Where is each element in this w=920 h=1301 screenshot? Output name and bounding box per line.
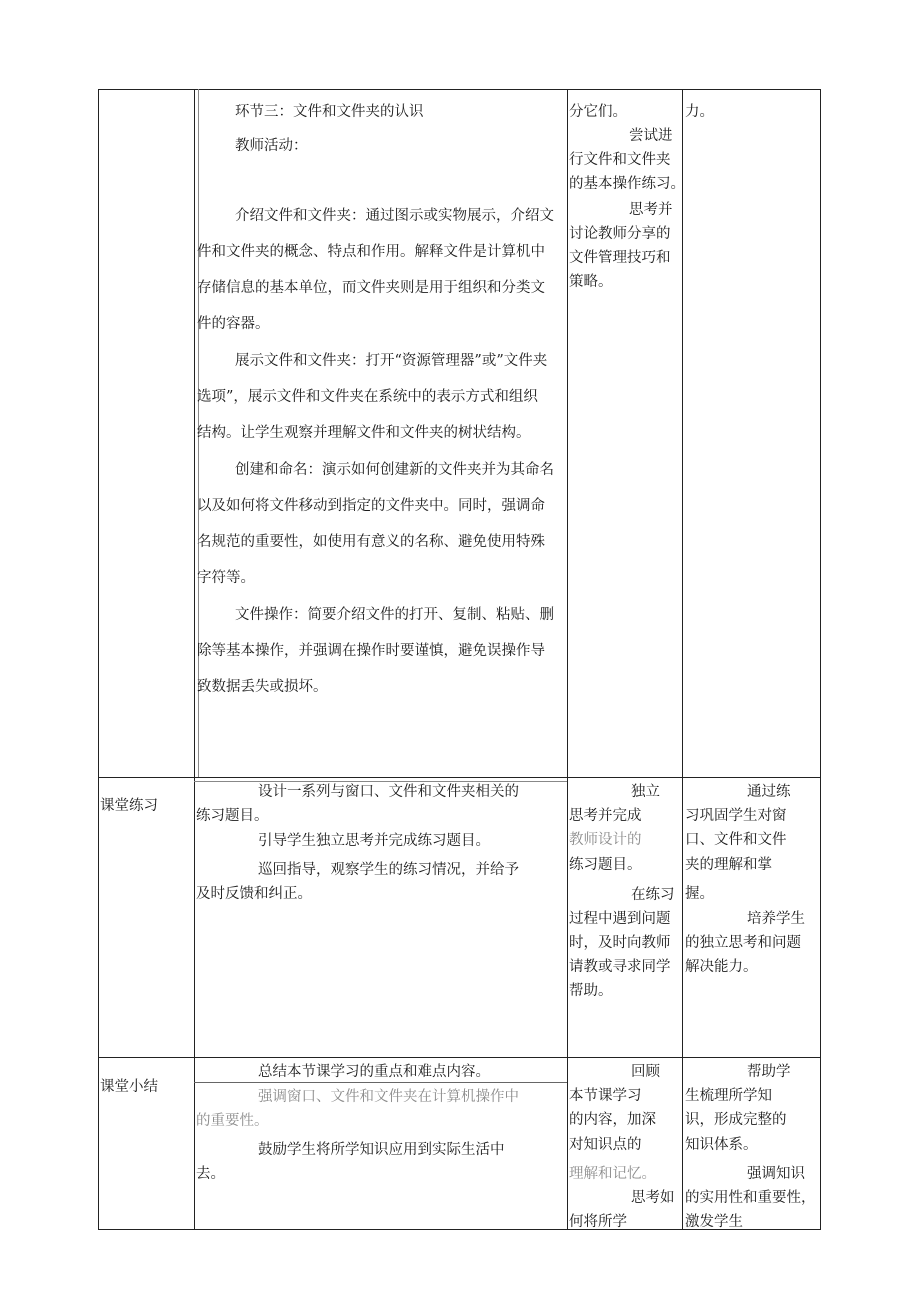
student-line: 教师设计的	[569, 832, 642, 848]
row3-label-cell	[100, 1075, 158, 1096]
student-line: 本节课学习	[569, 1088, 642, 1104]
content-line: 及时反馈和纠正。	[196, 886, 312, 902]
intent-line: 解决能力。	[685, 959, 758, 975]
row2-label-cell	[100, 794, 158, 815]
student-line: 练习题目。	[569, 857, 642, 873]
table-border-left	[98, 89, 99, 1230]
student-line: 思考并	[629, 202, 673, 218]
content-line: 鼓励学生将所学知识应用到实际生活中	[258, 1142, 505, 1158]
intent-line: 通过练	[747, 784, 791, 800]
intent-line: 识，形成完整的	[685, 1112, 787, 1128]
para2-line1: 展示文件和文件夹：打开“资源管理器”或”文件夹	[235, 353, 548, 369]
intent-line: 生梳理所学知	[685, 1088, 772, 1104]
content-line: 的重要性。	[196, 1113, 269, 1129]
section-heading: 环节三：文件和文件夹的认识	[235, 104, 424, 120]
intent-line: 握。	[685, 886, 714, 902]
content-line: 引导学生独立思考并完成练习题目。	[258, 833, 490, 849]
student-line: 请教或寻求同学	[569, 959, 671, 975]
teacher-activity-label: 教师活动：	[235, 138, 308, 154]
para2-line2: 选项”，展示文件和文件夹在系统中的表示方式和组织	[197, 389, 538, 405]
student-line: 对知识点的	[569, 1137, 642, 1153]
content-line: 去。	[196, 1166, 225, 1182]
para1-line1: 介绍文件和文件夹：通过图示或实物展示，介绍文	[235, 208, 554, 224]
para3-line4: 字符等。	[197, 570, 255, 586]
student-line: 过程中遇到问题	[569, 911, 671, 927]
intent-line: 激发学生	[685, 1214, 743, 1230]
para3-line3: 名规范的重要性，如使用有意义的名称、避免使用特殊	[197, 534, 545, 550]
para4-line2: 除等基本操作，并强调在操作时要谨慎，避免误操作导	[197, 643, 545, 659]
student-line: 思考如	[631, 1190, 675, 1206]
student-line: 的基本操作练习。	[569, 176, 685, 192]
para1-line2: 件和文件夹的概念、特点和作用。解释文件是计算机中	[197, 244, 545, 260]
row-label-practice: 课堂练习	[100, 798, 158, 814]
intent-line: 的实用性和重要性，	[685, 1190, 816, 1206]
intent-line: 帮助学	[747, 1064, 791, 1080]
row-divider-1	[98, 777, 821, 778]
student-line: 思考并完成	[569, 808, 642, 824]
intent-line: 夹的理解和掌	[685, 857, 772, 873]
student-line: 分它们。	[569, 104, 627, 120]
student-line: 理解和记忆。	[569, 1166, 656, 1182]
content-line: 强调窗口、文件和文件夹在计算机操作中	[258, 1089, 519, 1105]
content-line: 巡回指导，观察学生的练习情况，并给予	[258, 862, 519, 878]
student-line: 尝试进	[629, 128, 673, 144]
table-border-right	[820, 89, 821, 1230]
table-col-divider-1	[194, 89, 195, 1230]
row-divider-2	[98, 1057, 821, 1058]
student-line: 独立	[631, 784, 660, 800]
intent-line: 知识体系。	[685, 1137, 758, 1153]
student-line: 回顾	[631, 1064, 660, 1080]
content-line: 设计一系列与窗口、文件和文件夹相关的	[258, 784, 519, 800]
para3-line2: 以及如何将文件移动到指定的文件夹中。同时，强调命	[197, 498, 545, 514]
row-label-summary: 课堂小结	[100, 1079, 158, 1095]
student-line: 在练习	[631, 887, 675, 903]
student-line: 时，及时向教师	[569, 935, 671, 951]
intent-line: 习巩固学生对窗	[685, 808, 787, 824]
para2-line3: 结构。让学生观察并理解文件和文件夹的树状结构。	[197, 425, 531, 441]
student-line: 何将所学	[569, 1214, 627, 1230]
student-line: 的内容，加深	[569, 1112, 656, 1128]
intent-line: 培养学生	[747, 911, 805, 927]
table-col-divider-2	[567, 89, 568, 1230]
content-line: 练习题目。	[196, 808, 269, 824]
table-border-top	[98, 89, 821, 90]
intent-line: 力。	[685, 104, 714, 120]
content-line: 总结本节课学习的重点和难点内容。	[258, 1064, 490, 1080]
intent-line: 的独立思考和问题	[685, 935, 801, 951]
table-col-divider-3	[682, 89, 683, 1230]
intent-line: 口、文件和文件	[685, 832, 787, 848]
para1-line4: 件的容器。	[197, 316, 270, 332]
row3-inner-line	[194, 1082, 567, 1083]
intent-line: 强调知识	[747, 1166, 805, 1182]
student-line: 文件管理技巧和	[569, 250, 671, 266]
para3-line1: 创建和命名：演示如何创建新的文件夹并为其命名	[235, 462, 554, 478]
student-line: 行文件和文件夹	[569, 152, 671, 168]
student-line: 讨论教师分享的	[569, 226, 671, 242]
para4-line1: 文件操作：简要介绍文件的打开、复制、粘贴、删	[235, 607, 554, 623]
para1-line3: 存储信息的基本单位，而文件夹则是用于组织和分类文	[197, 280, 545, 296]
student-line: 帮助。	[569, 983, 613, 999]
student-line: 策略。	[569, 274, 613, 290]
para4-line3: 致数据丢失或损坏。	[197, 679, 328, 695]
